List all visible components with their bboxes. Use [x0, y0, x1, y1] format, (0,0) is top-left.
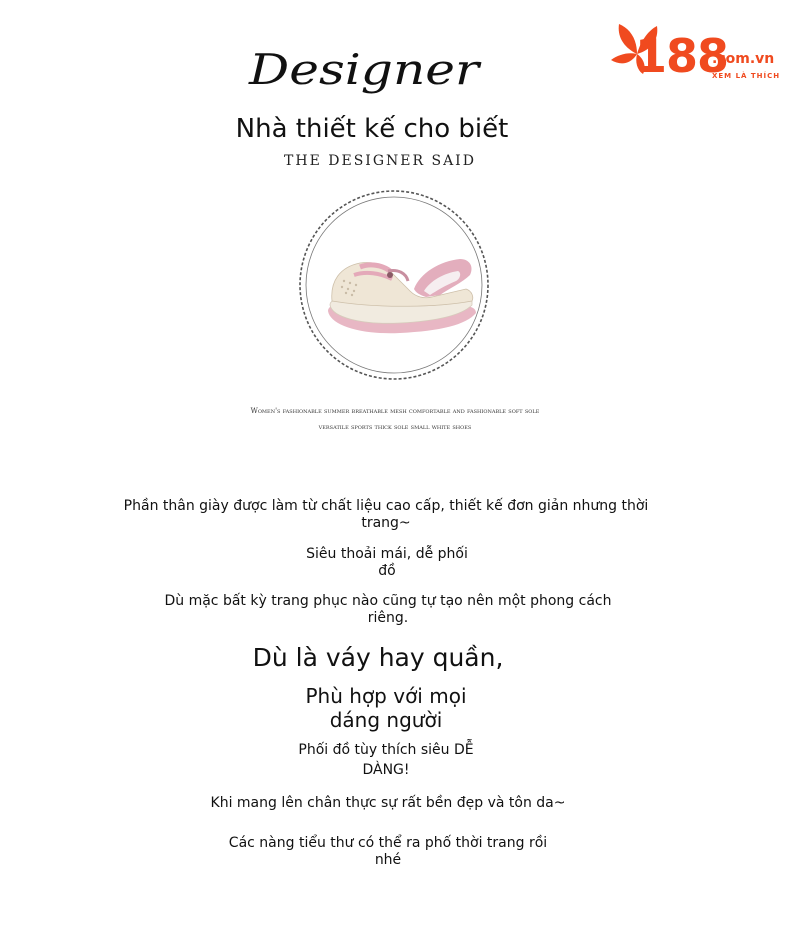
- body-paragraph-4: Phối đồ tùy thích siêu DỄ DÀNG!: [298, 742, 474, 778]
- product-caption-line-2: versatile sports thick sole small white shoes: [318, 423, 472, 431]
- brand-logo[interactable]: [607, 14, 785, 86]
- product-image: [290, 185, 500, 385]
- logo-tagline: XEM LÀ THÍCH: [712, 72, 781, 80]
- body-paragraph-1: Phần thân giày được làm từ chất liệu cao cấp, thiết kế đơn giản nhưng thời trang~: [123, 498, 649, 531]
- body-paragraph-3: Dù mặc bất kỳ trang phục nào cũng tự tạo nên một phong cách riêng.: [164, 593, 612, 626]
- script-title-text: Designer: [247, 45, 483, 94]
- body-paragraph-6: Các nàng tiểu thư có thể ra phố thời trang rồi nhé: [228, 835, 548, 868]
- body-paragraph-2: Siêu thoải mái, dễ phối đồ: [306, 546, 468, 579]
- product-caption-line-1: Women's fashionable summer breathable mesh comfortable and fashionable soft sole: [250, 407, 540, 415]
- script-title: [245, 40, 485, 100]
- section-heading-2: Phù hợp với mọi dáng người: [305, 684, 467, 732]
- body-paragraph-5: Khi mang lên chân thực sự rất bền đẹp và tôn da~: [210, 795, 566, 811]
- logo-domain: .com.vn: [712, 51, 775, 67]
- logo-number: 188: [635, 29, 729, 83]
- page-title: Nhà thiết kế cho biết: [235, 114, 509, 144]
- section-heading-1: Dù là váy hay quần,: [252, 643, 504, 672]
- page-subtitle: THE DESIGNER SAID: [284, 153, 476, 169]
